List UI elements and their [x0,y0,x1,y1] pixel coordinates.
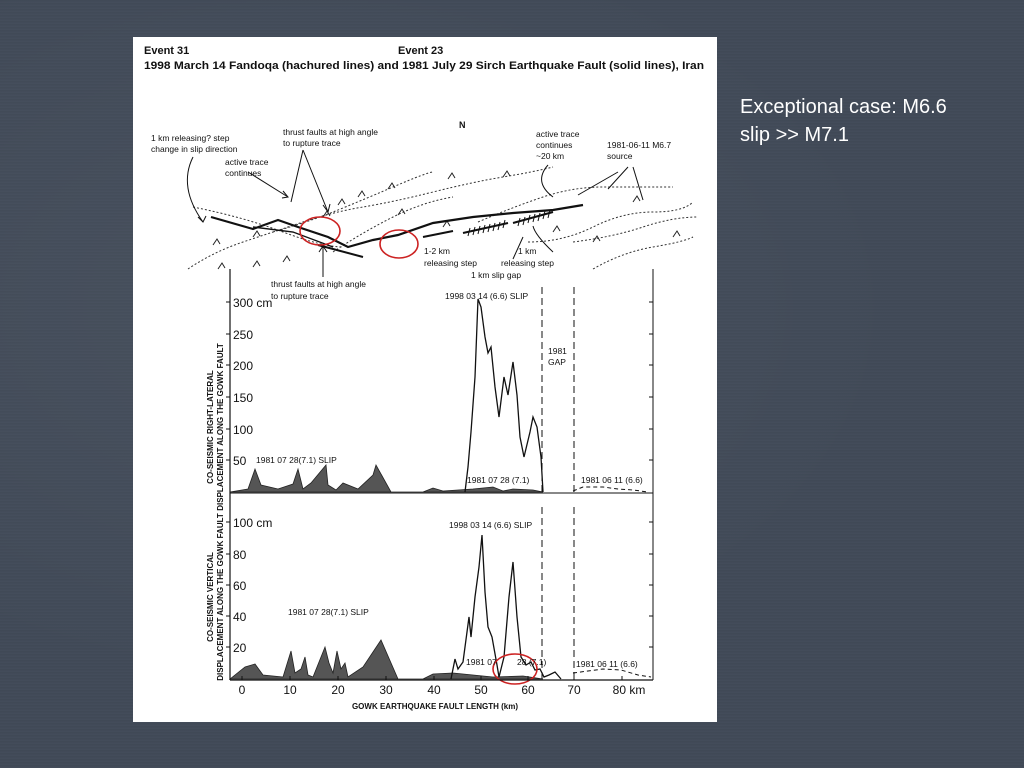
panel-bottom-vertical [206,493,653,684]
x-tick-70: 70 [567,683,581,697]
caption-line-1: Exceptional case: M6.6 [740,96,947,118]
top-tick-150: 150 [233,391,254,405]
ann-source-2: source [607,151,633,161]
ann-slip-gap: 1 km slip gap [471,270,522,280]
top-gap-label-1: 1981 [548,346,567,356]
bottom-ylabel-1: CO-SEISMIC VERTICAL [206,552,215,642]
ann-thrust-top-2: to rupture trace [283,138,341,148]
ann-thrust-bottom-1: thrust faults at high angle [271,279,366,289]
bottom-ylabel-2: DISPLACEMENT ALONG THE GOWK FAULT [216,513,225,681]
top-label-1998: 1998 03 14 (6.6) SLIP [445,291,529,301]
figure-panel [133,37,717,722]
top-label-1981: 1981 07 28(7.1) SLIP [256,455,337,465]
x-axis [230,676,653,711]
x-tick-30: 30 [379,683,393,697]
x-tick-60: 60 [521,683,535,697]
ann-release1-1: 1 km [518,246,537,256]
bottom-tick-60: 60 [233,579,247,593]
top-tick-200: 200 [233,359,254,373]
slide-caption [740,93,1020,149]
ann-releasing-step-2: change in slip direction [151,144,238,154]
ann-active-left-1: active trace [225,157,269,167]
top-ylabel-1: CO-SEISMIC RIGHT-LATERAL [206,370,215,484]
bottom-label-1981: 1981 07 28(7.1) SLIP [288,607,369,617]
panel-top-right-lateral [206,269,653,511]
top-label-1981-inner: 1981 07 28 (7.1) [467,475,530,485]
x-tick-80: 80 km [612,683,646,697]
bottom-tick-40: 40 [233,610,247,624]
x-tick-50: 50 [474,683,488,697]
top-tick-300: 300 cm [233,296,273,310]
x-tick-0: 0 [238,683,246,697]
top-tick-250: 250 [233,328,254,342]
top-gap-label-2: GAP [548,357,566,367]
north-label: N [459,120,466,130]
x-axis-label: GOWK EARTHQUAKE FAULT LENGTH (km) [351,702,519,711]
ann-source-1: 1981-06-11 M6.7 [607,140,672,150]
ann-step-2: releasing step [424,258,477,268]
ann-active-right-3: ~20 km [536,151,565,161]
x-tick-10: 10 [283,683,297,697]
bottom-label-1981-inner-a: 1981 07 [466,657,497,667]
top-1998-slip-profile [465,299,543,492]
figure-title: 1998 March 14 Fandoqa (hachured lines) and 1981 July 29 Sirch Earthquake Fault (solid lines), Iran [144,60,705,72]
bottom-tick-100: 100 cm [233,516,273,530]
caption-line-2: slip >> M7.1 [740,124,849,146]
fault-map [151,120,698,301]
ann-thrust-bottom-2: to rupture trace [271,291,329,301]
event-right-label: Event 23 [398,45,444,57]
ann-releasing-step-1: 1 km releasing? step [151,133,230,143]
bottom-label-1981-june: 1981 06 11 (6.6) [576,659,638,669]
top-tick-100: 100 [233,423,254,437]
top-tick-50: 50 [233,454,247,468]
ann-release1-2: releasing step [501,258,554,268]
x-tick-20: 20 [331,683,345,697]
ann-thrust-top-1: thrust faults at high angle [283,127,378,137]
top-ylabel-2: DISPLACEMENT ALONG THE GOWK FAULT [216,343,225,511]
ann-active-left-2: continues [225,168,262,178]
ann-step-1: 1-2 km [424,246,450,256]
event-left-label: Event 31 [144,45,190,57]
ann-active-right-2: continues [536,140,573,150]
ann-active-right-1: active trace [536,129,580,139]
bottom-tick-20: 20 [233,641,247,655]
top-label-1981-june: 1981 06 11 (6.6) [581,475,643,485]
x-tick-40: 40 [427,683,441,697]
bottom-tick-80: 80 [233,548,247,562]
bottom-label-1998: 1998 03 14 (6.6) SLIP [449,520,533,530]
highlight-circle-left [300,217,340,245]
fault-slip-figure [133,37,717,722]
bottom-label-1981-inner-b: 28 (7.1) [517,657,547,667]
